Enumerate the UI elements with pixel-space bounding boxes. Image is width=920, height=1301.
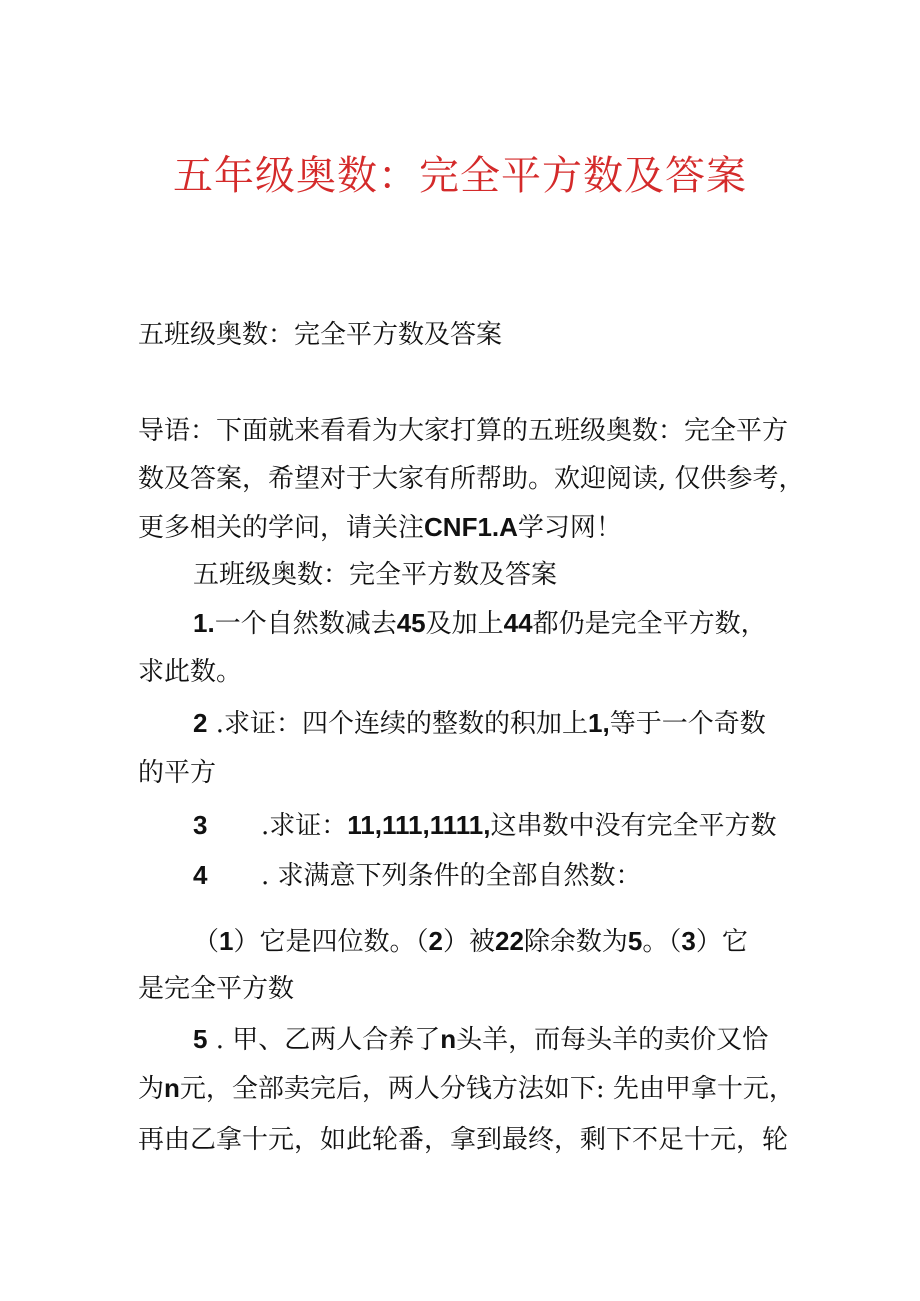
condition-bracket: （ [193, 927, 220, 957]
question-text: 头羊，而每头羊的卖价又恰 [456, 1025, 769, 1055]
condition-text: 。（ [642, 927, 682, 957]
number-sequence: 11,111,1111, [347, 810, 491, 840]
question-2 [193, 706, 766, 741]
question-text: 这串数中没有完全平方数 [490, 811, 777, 841]
document-subtitle: 五班级奥数：完全平方数及答案 [138, 320, 503, 350]
condition-text: ）它 [695, 927, 748, 957]
document-title: 五年级奥数：完全平方数及答案 [173, 153, 747, 199]
question-text: .求证： [261, 811, 348, 841]
question-5-line-3: 再由乙拿十元，如此轮番，拿到最终，剩下不足十元，轮 [138, 1125, 789, 1155]
question-text: . 甲、乙两人合养了 [207, 1025, 441, 1055]
question-4-conditions [193, 924, 748, 959]
condition-text: 除余数为 [523, 927, 628, 957]
question-number: 3 [193, 810, 208, 840]
condition-text: ）被 [442, 927, 495, 957]
section-heading: 五班级奥数：完全平方数及答案 [193, 560, 558, 590]
number-value: 45 [396, 608, 426, 638]
question-number: 4 [193, 860, 208, 890]
question-text: 及加上 [425, 609, 504, 639]
variable-n: n [440, 1024, 457, 1054]
question-1 [193, 606, 767, 641]
question-text: 为 [138, 1074, 165, 1104]
question-number: 5 [193, 1024, 208, 1054]
question-text: 都仍是完全平方数， [532, 609, 767, 639]
intro-line-1: 导语：下面就来看看为大家打算的五班级奥数：完全平方 [138, 416, 789, 446]
question-5 [193, 1022, 768, 1057]
question-4 [193, 858, 642, 893]
question-text: .求证：四个连续的整数的积加上 [207, 709, 588, 739]
question-text: 元，全部卖完后，两人分钱方法如下: 先由甲拿十元， [179, 1074, 795, 1104]
intro-text-end: 学习网！ [517, 513, 622, 543]
condition-number: 3 [681, 926, 696, 956]
question-text: 一个自然数减去 [214, 609, 397, 639]
site-name: CNF1.A [424, 512, 518, 542]
question-5-line-2 [138, 1071, 795, 1106]
number-value: 5 [627, 926, 643, 956]
question-text: 等于一个奇数 [609, 709, 766, 739]
condition-number: 1 [219, 926, 234, 956]
condition-text: ）它是四位数。（ [233, 927, 429, 957]
variable-n: n [164, 1073, 180, 1103]
intro-line-2: 数及答案，希望对于大家有所帮助。欢迎阅读, 仅供参考， [138, 464, 805, 494]
intro-line-3 [138, 510, 622, 545]
question-4-continued: 是完全平方数 [138, 974, 295, 1004]
condition-number: 2 [428, 926, 443, 956]
question-number: 1. [193, 608, 215, 638]
number-value: 22 [494, 926, 524, 956]
question-3 [193, 808, 776, 843]
number-value: 1, [588, 708, 610, 738]
question-text: . 求满意下列条件的全部自然数： [261, 861, 642, 891]
question-2-continued: 的平方 [138, 758, 217, 788]
question-1-continued: 求此数。 [138, 657, 243, 687]
question-number: 2 [193, 708, 208, 738]
number-value: 44 [503, 608, 533, 638]
intro-text: 更多相关的学问，请关注 [138, 513, 425, 543]
